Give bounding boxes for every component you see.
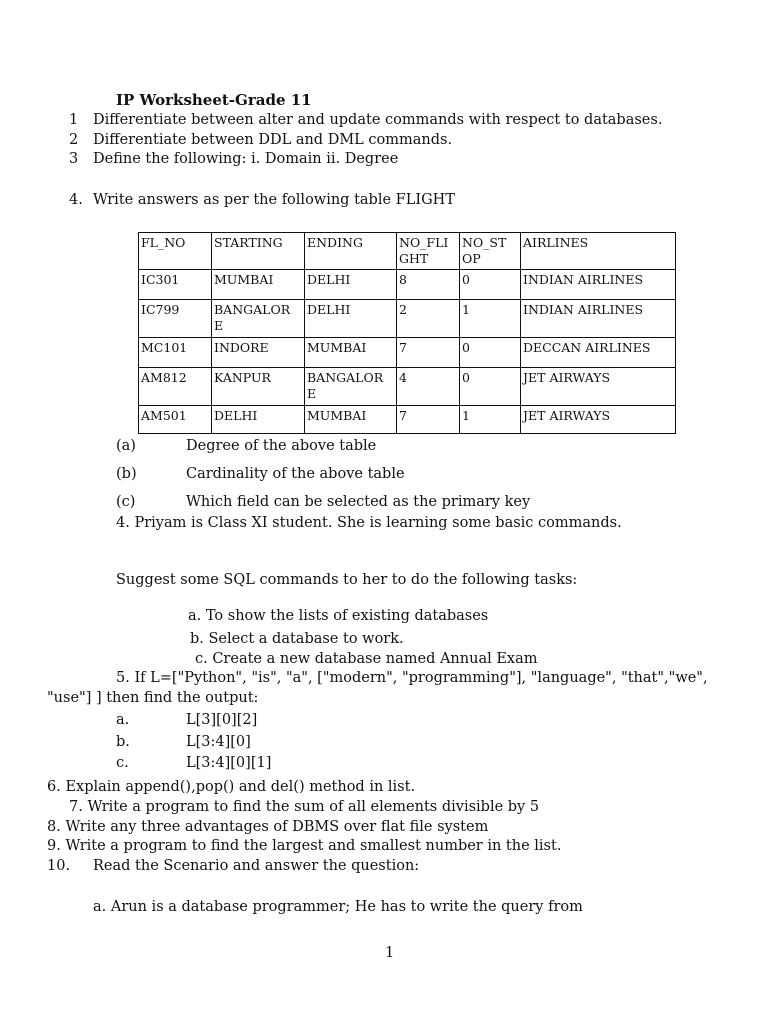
table-cell: 1 bbox=[460, 406, 521, 434]
table-cell: DECCAN AIRLINES bbox=[521, 338, 676, 368]
table-cell: DELHI bbox=[212, 406, 305, 434]
q5-part-a bbox=[116, 711, 257, 729]
sub-question-text: L[3:4][0][1] bbox=[186, 755, 272, 771]
question-1 bbox=[69, 111, 662, 129]
table-cell: BANGALOR E bbox=[305, 368, 397, 406]
table-cell: BANGALOR E bbox=[212, 300, 305, 338]
header-cell: NO_FLI GHT bbox=[397, 233, 460, 270]
header-cell: FL_NO bbox=[139, 233, 212, 270]
table-cell: 7 bbox=[397, 338, 460, 368]
table-cell: DELHI bbox=[305, 270, 397, 300]
sub-question-label: a. bbox=[116, 712, 130, 728]
table-cell: 0 bbox=[460, 338, 521, 368]
table-cell: 0 bbox=[460, 368, 521, 406]
table-cell: INDORE bbox=[212, 338, 305, 368]
table-cell: IC301 bbox=[139, 270, 212, 300]
sub-question-b bbox=[116, 465, 405, 483]
table-cell: MUMBAI bbox=[212, 270, 305, 300]
table-cell: 8 bbox=[397, 270, 460, 300]
question-10 bbox=[47, 857, 419, 875]
task-c: c. Create a new database named Annual Exam bbox=[195, 651, 538, 667]
question-9: 9. Write a program to find the largest and smallest number in the list. bbox=[47, 838, 562, 854]
sub-question-text: L[3][0][2] bbox=[186, 712, 258, 728]
page-title: IP Worksheet-Grade 11 bbox=[116, 91, 312, 109]
sub-question-label: (b) bbox=[116, 466, 137, 482]
question-number: 3 bbox=[69, 151, 79, 167]
sub-question-text: Degree of the above table bbox=[186, 438, 377, 454]
table-cell: INDIAN AIRLINES bbox=[521, 300, 676, 338]
q5-part-b bbox=[116, 733, 251, 751]
question-5-line-2: "use"] ] then find the output: bbox=[47, 690, 259, 706]
q5-part-c bbox=[116, 754, 271, 772]
table-cell: 0 bbox=[460, 270, 521, 300]
table-header-row bbox=[139, 233, 676, 270]
question-4 bbox=[69, 191, 455, 209]
table-cell: JET AIRWAYS bbox=[521, 368, 676, 406]
question-number: 10. bbox=[47, 858, 71, 874]
sub-question-text: L[3:4][0] bbox=[186, 734, 251, 750]
sub-question-a bbox=[116, 437, 376, 455]
task-b: b. Select a database to work. bbox=[190, 631, 404, 647]
question-6: 6. Explain append(),pop() and del() method in list. bbox=[47, 779, 416, 795]
question-2 bbox=[69, 131, 452, 149]
table-cell: KANPUR bbox=[212, 368, 305, 406]
table-cell: 1 bbox=[460, 300, 521, 338]
question-3 bbox=[69, 150, 398, 168]
question-text: Read the Scenario and answer the question: bbox=[93, 858, 420, 874]
table-row bbox=[139, 368, 676, 406]
question-text: Differentiate between DDL and DML commands. bbox=[93, 132, 453, 148]
question-text: Write answers as per the following table FLIGHT bbox=[93, 192, 455, 208]
table-cell: MUMBAI bbox=[305, 406, 397, 434]
question-number: 2 bbox=[69, 132, 79, 148]
table-cell: MUMBAI bbox=[305, 338, 397, 368]
question-text: Define the following: i. Domain ii. Degree bbox=[93, 151, 399, 167]
table-cell: AM812 bbox=[139, 368, 212, 406]
table-cell: INDIAN AIRLINES bbox=[521, 270, 676, 300]
table-row bbox=[139, 406, 676, 434]
sub-question-text: Which field can be selected as the primary key bbox=[186, 494, 531, 510]
table-cell: IC799 bbox=[139, 300, 212, 338]
question-7: 7. Write a program to find the sum of all elements divisible by 5 bbox=[69, 799, 540, 815]
header-cell: STARTING bbox=[212, 233, 305, 270]
question-number: 1 bbox=[69, 112, 79, 128]
table-row bbox=[139, 338, 676, 368]
question-8: 8. Write any three advantages of DBMS over flat file system bbox=[47, 819, 489, 835]
table-row bbox=[139, 300, 676, 338]
table-row bbox=[139, 270, 676, 300]
question-10a: a. Arun is a database programmer; He has to write the query from bbox=[93, 899, 583, 915]
table-cell: JET AIRWAYS bbox=[521, 406, 676, 434]
sub-question-text: Cardinality of the above table bbox=[186, 466, 405, 482]
table-cell: 4 bbox=[397, 368, 460, 406]
table-cell: DELHI bbox=[305, 300, 397, 338]
table-cell: MC101 bbox=[139, 338, 212, 368]
sub-question-c bbox=[116, 493, 530, 511]
question-text: Differentiate between alter and update commands with respect to databases. bbox=[93, 112, 663, 128]
task-a: a. To show the lists of existing databases bbox=[188, 608, 489, 624]
header-cell: ENDING bbox=[305, 233, 397, 270]
table-cell: 2 bbox=[397, 300, 460, 338]
header-cell: AIRLINES bbox=[521, 233, 676, 270]
sub-question-label: (a) bbox=[116, 438, 136, 454]
sub-question-label: c. bbox=[116, 755, 129, 771]
sub-question-label: b. bbox=[116, 734, 130, 750]
flight-table bbox=[138, 232, 676, 434]
question-number: 4. bbox=[69, 192, 83, 208]
suggest-text: Suggest some SQL commands to her to do the following tasks: bbox=[116, 572, 578, 588]
table-cell: 7 bbox=[397, 406, 460, 434]
header-cell: NO_ST OP bbox=[460, 233, 521, 270]
question-5-line-1: 5. If L=["Python", "is", "a", ["modern", "programming"], "language", "that","we", bbox=[116, 670, 708, 686]
question-4b: 4. Priyam is Class XI student. She is learning some basic commands. bbox=[116, 515, 622, 531]
table-cell: AM501 bbox=[139, 406, 212, 434]
sub-question-label: (c) bbox=[116, 494, 136, 510]
page-number: 1 bbox=[385, 945, 395, 961]
